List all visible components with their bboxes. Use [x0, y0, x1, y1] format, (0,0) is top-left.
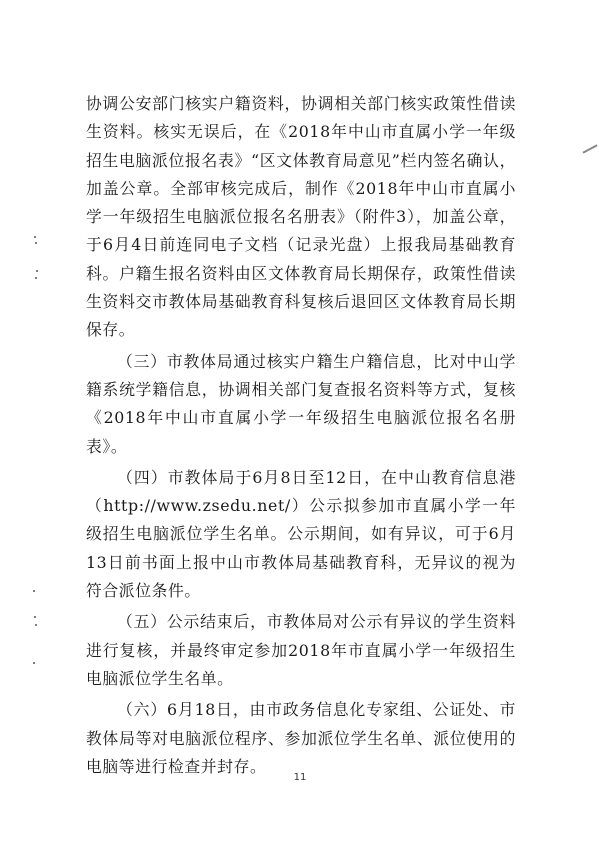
paragraph-section-5: （五）公示结束后，市教体局对公示有异议的学生资料进行复核，并最终审定参加2018年市直属小学一年级招生电脑派位学生名单。 — [86, 612, 516, 688]
scan-speck — [33, 590, 35, 592]
scan-speck — [33, 662, 35, 664]
scan-speck — [36, 270, 38, 272]
scan-mark — [582, 144, 597, 153]
body-text — [86, 90, 516, 784]
scan-speck — [34, 236, 36, 238]
paragraph-continuation: 协调公安部门核实户籍资料，协调相关部门核实政策性借读生资料。核实无误后，在《2018年中山市直属小学一年级招生电脑派位报名表》“区文体教育局意见”栏内签名确认，加盖公章。全部审核完成后，制作《2018年中山市直属小学一年级招生电脑派位报名名册表》（附件3），加盖公章，于6月4日前连同电子文档（记录光盘）上报我局基础教育科。户籍生报名资料由区文体教育局长期保存，政策性借读生资料交市教体局基础教育科复核后退回区文体教育局长期保存。 — [86, 94, 516, 340]
scan-speck — [35, 277, 37, 279]
scan-speck — [35, 624, 37, 626]
paragraph-section-6: （六）6月18日，由市政务信息化专家组、公证处、市教体局等对电脑派位程序、参加派位学生名单、派位使用的电脑等进行检查并封存。 — [86, 700, 516, 776]
page-number: 11 — [293, 772, 307, 783]
scan-speck — [35, 242, 37, 244]
paragraph-section-3: （三）市教体局通过核实户籍生户籍信息，比对中山学籍系统学籍信息，协调相关部门复查报名资料等方式，复核《2018年中山市直属小学一年级招生电脑派位报名名册表》。 — [86, 351, 516, 456]
scan-speck — [34, 616, 36, 618]
paragraph-section-4: （四）市教体局于6月8日至12日，在中山教育信息港（http://www.zsedu.net/）公示拟参加市直属小学一年级招生电脑派位学生名单。公示期间，如有异议，可于6月13日前书面上报中山市教体局基础教育科，无异议的视为符合派位条件。 — [86, 467, 516, 601]
